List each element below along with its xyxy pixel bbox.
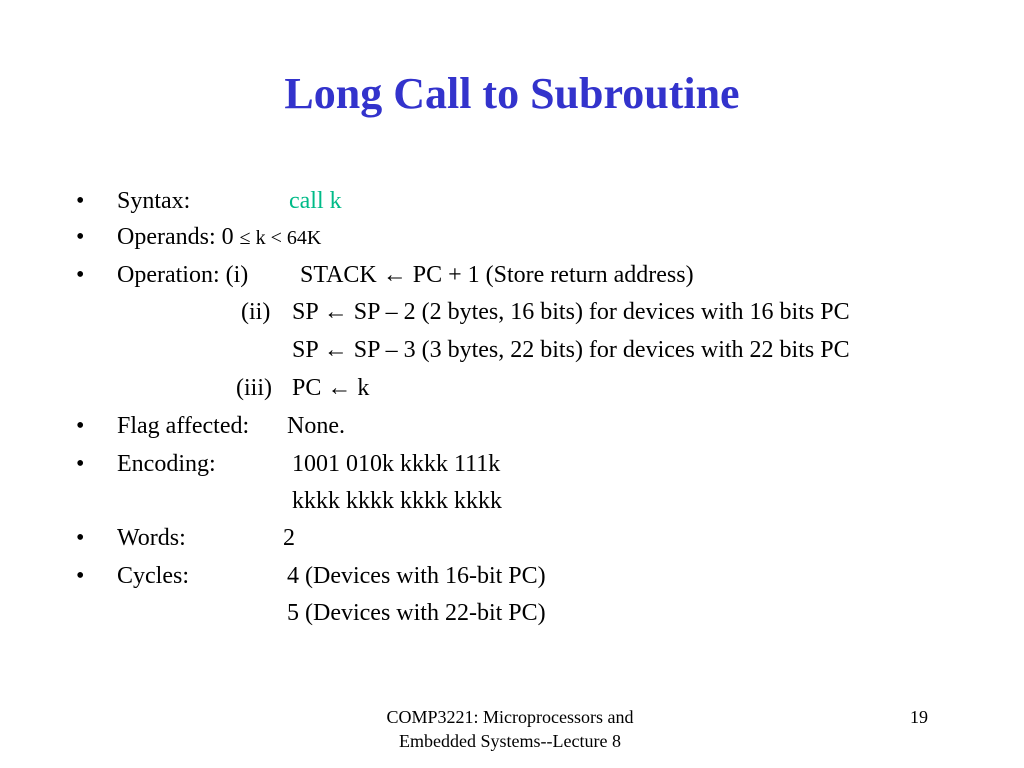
footer-line2: Embedded Systems--Lecture 8 (399, 731, 621, 751)
syntax-label: Syntax: (117, 188, 191, 214)
flag-value: None. (287, 413, 345, 439)
bullet-encoding: • (76, 451, 85, 477)
cycles-label: Cycles: (117, 563, 189, 589)
bullet-cycles: • (76, 563, 85, 589)
bullet-flag: • (76, 413, 85, 439)
page-number: 19 (910, 707, 928, 727)
flag-label: Flag affected: (117, 413, 250, 439)
footer-course (340, 705, 680, 753)
slide-title: Long Call to Subroutine (284, 69, 740, 118)
operation-step2-label: (ii) (241, 299, 271, 325)
operands-label: Operands: 0 (117, 224, 240, 250)
bullet-syntax: • (76, 188, 85, 214)
bullet-operation: • (76, 262, 85, 288)
operands-row (117, 223, 321, 252)
operation-step3-label: (iii) (236, 375, 272, 401)
cycles-line1: 4 (Devices with 16-bit PC) (287, 563, 546, 589)
words-label: Words: (117, 525, 186, 551)
cycles-line2: 5 (Devices with 22-bit PC) (287, 600, 546, 626)
operation-step3: PC ← k (292, 375, 370, 401)
words-value: 2 (283, 525, 295, 551)
syntax-value: call k (289, 188, 342, 214)
operation-label: Operation: (i) (117, 262, 249, 288)
bullet-words: • (76, 525, 85, 551)
encoding-label: Encoding: (117, 451, 216, 477)
footer-line1: COMP3221: Microprocessors and (386, 707, 634, 727)
encoding-line1: 1001 010k kkkk 111k (292, 451, 501, 477)
operation-step2a: SP ← SP – 2 (2 bytes, 16 bits) for devices with 16 bits PC (292, 299, 850, 325)
encoding-line2: kkkk kkkk kkkk kkkk (292, 488, 502, 514)
bullet-operands: • (76, 224, 85, 250)
operation-step2b: SP ← SP – 3 (3 bytes, 22 bits) for devices with 22 bits PC (292, 337, 850, 363)
operands-range: ≤ k < 64K (239, 227, 322, 249)
operation-step1: STACK ← PC + 1 (Store return address) (300, 262, 694, 288)
